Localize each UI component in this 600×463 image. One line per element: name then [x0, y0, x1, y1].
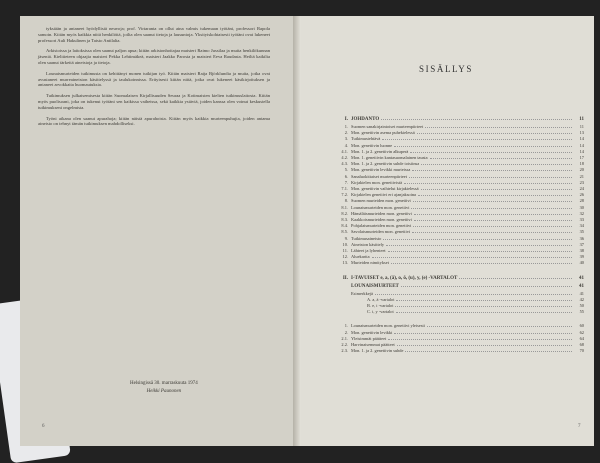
- toc-entry-page: 36: [579, 235, 584, 241]
- toc-entry-page: 14: [579, 142, 584, 148]
- toc-entry-page: 33: [579, 217, 584, 223]
- toc-entry-title: Kirjakielen genetiivi eri ajanjaksoina: [351, 192, 416, 198]
- toc-entry-number: 8.2.: [341, 210, 348, 216]
- toc-entry: [336, 116, 584, 124]
- toc-leader-dots: [411, 205, 572, 209]
- toc-entry-title: Mon. 1. ja 2. genetiivin alkuperä: [351, 148, 409, 154]
- toc-title: SISÄLLYS: [419, 64, 473, 74]
- toc-entry-number: 4.: [344, 142, 348, 148]
- toc-leader-dots: [413, 223, 572, 227]
- toc-entry-number: 10.: [342, 241, 348, 247]
- toc-entry-page: 62: [579, 329, 584, 335]
- toc-entry-title: LOUNAISMURTEET: [351, 283, 399, 289]
- toc-entry-title: Lounaismurteiden mon. genetiivi yleisesti: [351, 323, 425, 329]
- toc-entry-number: 13.: [342, 260, 348, 266]
- toc-entry-title: Sanaluokittaiset murteenpiirteet: [351, 173, 407, 179]
- toc-leader-dots: [386, 242, 572, 246]
- toc-entry-number: 2.: [344, 329, 348, 335]
- toc-entry-title: Mon. genetiivin asema puhekielessä: [351, 130, 415, 136]
- toc-entry-title: Yleisimmät päätteet: [351, 335, 387, 341]
- toc-leader-dots: [414, 217, 572, 221]
- toc-entry-number: II.: [342, 275, 348, 281]
- toc-entry-title: JOHDANTO: [351, 117, 380, 122]
- toc-leader-dots: [375, 291, 572, 295]
- toc-entry-page: 17: [579, 155, 584, 161]
- toc-leader-dots: [401, 283, 572, 287]
- toc-entry-title: I-TAVUISET e, a, (ä), o, ö, (u), y, (e) -VARTALOT: [351, 275, 458, 281]
- toc-entry-title: Aluekartta: [351, 254, 370, 260]
- toc-entry-number: 7.: [344, 179, 348, 185]
- toc-leader-dots: [414, 211, 572, 215]
- toc-entry-number: 6.: [344, 173, 348, 179]
- toc-entry-title: B. e, i -vartalot: [367, 303, 394, 309]
- toc-entry-number: 4.1.: [341, 148, 348, 154]
- toc-entry-title: Lounaismurteiden mon. genetiivi: [351, 204, 410, 210]
- toc-entry-title: Mon. 1. ja 2. genetiivin suhde toisiinsa: [351, 161, 420, 167]
- toc-entry-page: 35: [579, 229, 584, 235]
- toc-entry-number: 3.: [344, 136, 348, 142]
- toc-entry-title: A. a, ä -vartalot: [367, 296, 395, 302]
- toc-entry-number: 7.2.: [341, 192, 348, 198]
- toc-leader-dots: [418, 192, 572, 196]
- author-name: Heikki Paunonen: [146, 389, 182, 394]
- toc-entry-title: Mon. genetiivin luonne: [351, 142, 393, 148]
- toc-entry-title: Pohjalaismurteiden mon. genetiivi: [351, 223, 412, 229]
- toc-entry-title: Lähteet ja lyhenteet: [351, 248, 386, 254]
- toc-entry-number: 8.4.: [341, 223, 348, 229]
- toc-entry-number: 2.: [344, 130, 348, 136]
- preface-paragraph: Arkistoissa ja laitoksissa olen saanut paljon apua; kiitän arkistonhoitajaa maisteri Raimo Jussilaa ja muita henkilökunnan jäseniä. Kielitieteen ohjaajia maisteri Pekka Lehtimäkeä, maisteri Jaakko Parosta ja maisteri Eeva Raudasta. Heiltä kaikilta olen saanut tärkeitä aineistoja ja tietoja.: [38, 48, 270, 65]
- toc-entry-number: 1.: [344, 124, 348, 129]
- toc-entry-title: C. i, y -vartalot: [367, 309, 394, 315]
- toc-entry-page: 50: [579, 303, 584, 309]
- toc-leader-dots: [413, 198, 572, 202]
- toc-leader-dots: [388, 248, 572, 252]
- toc-entry-page: 41: [579, 290, 584, 296]
- toc-leader-dots: [409, 174, 572, 178]
- toc-entry-page: 55: [579, 309, 584, 315]
- toc-entry: [336, 283, 584, 291]
- toc-entry-page: 13: [579, 130, 584, 136]
- toc-entry-title: Mon. genetiivin vaihtelut kirjakielessä: [351, 186, 419, 192]
- toc-leader-dots: [459, 275, 572, 279]
- toc-entry-title: Kaakkoismurteiden mon. genetiivi: [351, 217, 412, 223]
- toc-leader-dots: [412, 229, 572, 233]
- toc-leader-dots: [382, 136, 572, 140]
- toc-entry-number: 4.2.: [341, 155, 348, 161]
- preface-paragraph: Lounaismurteiden tutkimusta on kehittänyt monen tutkijan työ. Kiitän maisteri Raija Björklundia ja muita, jotka ovat avustaneet murreaineiston käsittelyssä ja taulukoinnissa. Erityisesti kiitän niitä, jotka ovat lukeneet käsikirjoituksen ja antaneet arvokkaita huomautuksia.: [38, 70, 270, 88]
- toc-entry-page: 38: [579, 248, 584, 254]
- toc-leader-dots: [425, 124, 572, 128]
- toc-entry: [336, 309, 584, 315]
- preface-paragraph: Työni aikana olen saanut apurahoja; kiitän näistä apurahoista. Kiitän myös kaikkia murteenpuhujia, joiden antama aineisto on tehnyt tämän tutkimuksen mahdolliseksi.: [38, 115, 270, 127]
- toc-entry-title: Esimerkkejä: [351, 290, 373, 296]
- toc-entry-page: 60: [579, 323, 584, 329]
- toc-entry-title: Mon. 1. genetiivin kantasuomalainen tausta: [351, 155, 428, 161]
- toc-leader-dots: [404, 180, 572, 184]
- toc-entry-title: Tutkimustehtävä: [351, 136, 381, 142]
- preface-text: [38, 26, 270, 132]
- signature-block: [130, 380, 198, 396]
- toc-entry-title: Savolaismurteiden mon. genetiivi: [351, 229, 411, 235]
- toc-entry-number: 8.3.: [341, 217, 348, 223]
- toc-entry: [336, 275, 584, 283]
- toc-entry: [336, 260, 584, 266]
- toc-leader-dots: [381, 116, 572, 120]
- toc-entry-page: 32: [579, 210, 584, 216]
- toc-entry-page: 70: [579, 348, 584, 354]
- toc-leader-dots: [391, 260, 572, 264]
- toc-entry-number: 12.: [342, 254, 348, 260]
- toc-entry-page: 24: [579, 186, 584, 192]
- toc-leader-dots: [372, 254, 572, 258]
- toc-entry-number: 8.: [344, 198, 348, 204]
- toc-entry-title: Aineiston käsittely: [351, 241, 385, 247]
- toc-leader-dots: [421, 186, 572, 190]
- toc-entry-title: Tutkimusaineisto: [351, 235, 382, 241]
- toc-entry-title: Suomen murteiden mon. genetiivi: [351, 198, 411, 204]
- toc-entry-page: 34: [579, 223, 584, 229]
- toc-leader-dots: [421, 161, 572, 165]
- toc-leader-dots: [383, 236, 572, 240]
- toc-entry-page: 30: [579, 204, 584, 210]
- toc-entry-title: Suomen sanakirjaintoiset murteenpiirteet: [351, 124, 424, 129]
- preface-paragraph: Tutkimuksen julkaisemisesta kiitän Suomalaisen Kirjallisuuden Seuraa ja Kotimaisten kielten tutkimuslaitosta. Kiitän myös puolisoani, joka on tukenut työtäni sen kaikissa vaiheissa, sekä kaikkia ystäviä, joiden kanssa olen voinut keskustella tutkimukseni ongelmista.: [38, 93, 270, 110]
- toc-leader-dots: [405, 348, 572, 352]
- toc-entry-page: 41: [579, 283, 584, 289]
- toc-entry-number: 7.1.: [341, 186, 348, 192]
- toc-leader-dots: [388, 336, 572, 340]
- toc-entry-page: 18: [579, 161, 584, 167]
- toc-entry-page: 11: [579, 117, 584, 122]
- toc-entry-page: 14: [579, 136, 584, 142]
- right-page-number: 7: [578, 424, 581, 429]
- toc-leader-dots: [395, 303, 572, 307]
- toc-entry-page: 26: [579, 192, 584, 198]
- toc-entry-page: 64: [579, 335, 584, 341]
- toc-entry-number: I.: [344, 117, 348, 122]
- toc-leader-dots: [410, 149, 572, 153]
- toc-leader-dots: [394, 143, 572, 147]
- toc-entry-number: 2.3.: [341, 348, 348, 354]
- toc-entry-title: Hämäläismurteiden mon. genetiivi: [351, 210, 412, 216]
- toc-leader-dots: [396, 309, 572, 313]
- toc-entry-number: 2.2.: [341, 342, 348, 348]
- toc-entry-number: 5.: [344, 167, 348, 173]
- toc-entry-page: 37: [579, 241, 584, 247]
- toc-entry-page: 23: [579, 179, 584, 185]
- toc-leader-dots: [397, 342, 572, 346]
- toc-leader-dots: [427, 323, 572, 327]
- toc-leader-dots: [430, 155, 572, 159]
- table-of-contents: [336, 116, 584, 355]
- toc-entry-page: 39: [579, 254, 584, 260]
- place-date: Helsingissä 30. marraskuuta 1974: [130, 381, 198, 386]
- toc-entry-page: 68: [579, 342, 584, 348]
- toc-entry-page: 40: [579, 260, 584, 266]
- toc-entry-number: 1.: [344, 323, 348, 329]
- toc-entry-page: 11: [579, 124, 584, 129]
- toc-entry-page: 20: [579, 167, 584, 173]
- toc-entry-number: 8.5.: [341, 229, 348, 235]
- toc-entry-title: Mon. 1. ja 2. genetiivin suhde: [351, 348, 404, 354]
- toc-leader-dots: [412, 167, 572, 171]
- toc-entry-page: 14: [579, 148, 584, 154]
- toc-entry-number: 8.1.: [341, 204, 348, 210]
- toc-entry-title: Mon. genetiivin levikki murteissa: [351, 167, 411, 173]
- toc-entry-page: 28: [579, 198, 584, 204]
- toc-entry-page: 21: [579, 173, 584, 179]
- toc-entry-title: Murteiden nimitykset: [351, 260, 389, 266]
- toc-entry-number: 2.1.: [341, 335, 348, 341]
- toc-entry-number: 4.3.: [341, 161, 348, 167]
- toc-leader-dots: [396, 297, 572, 301]
- book-spine: [293, 16, 301, 446]
- toc-leader-dots: [417, 130, 572, 134]
- toc-entry-title: Kirjakielen mon. genetiivistä: [351, 179, 403, 185]
- toc-entry-number: 9.: [344, 235, 348, 241]
- toc-entry-page: 42: [579, 296, 584, 302]
- toc-entry-page: 41: [579, 275, 584, 281]
- toc-entry-number: 11.: [342, 248, 348, 254]
- toc-entry-title: Harvinaisemmat päätteet: [351, 342, 395, 348]
- toc-entry: [336, 348, 584, 354]
- preface-paragraph: tyksiään ja antaneet hyödyllisiä neuvoja; prof. Virtaranta on ollut aina valmis tukemaan työtäni, professori Rapola samoin. Kiitän myös kaikkia niitä henkilöitä, joilta olen saanut tietoja ja lausuntoja. Yksityiskohtaisesti työtäni ovat lukeneet professori Auli Hakulinen ja Taisto Antilalta.: [38, 26, 270, 43]
- toc-leader-dots: [394, 330, 572, 334]
- left-page-number: 6: [42, 424, 45, 429]
- toc-entry-title: Mon. genetiivin levikki: [351, 329, 393, 335]
